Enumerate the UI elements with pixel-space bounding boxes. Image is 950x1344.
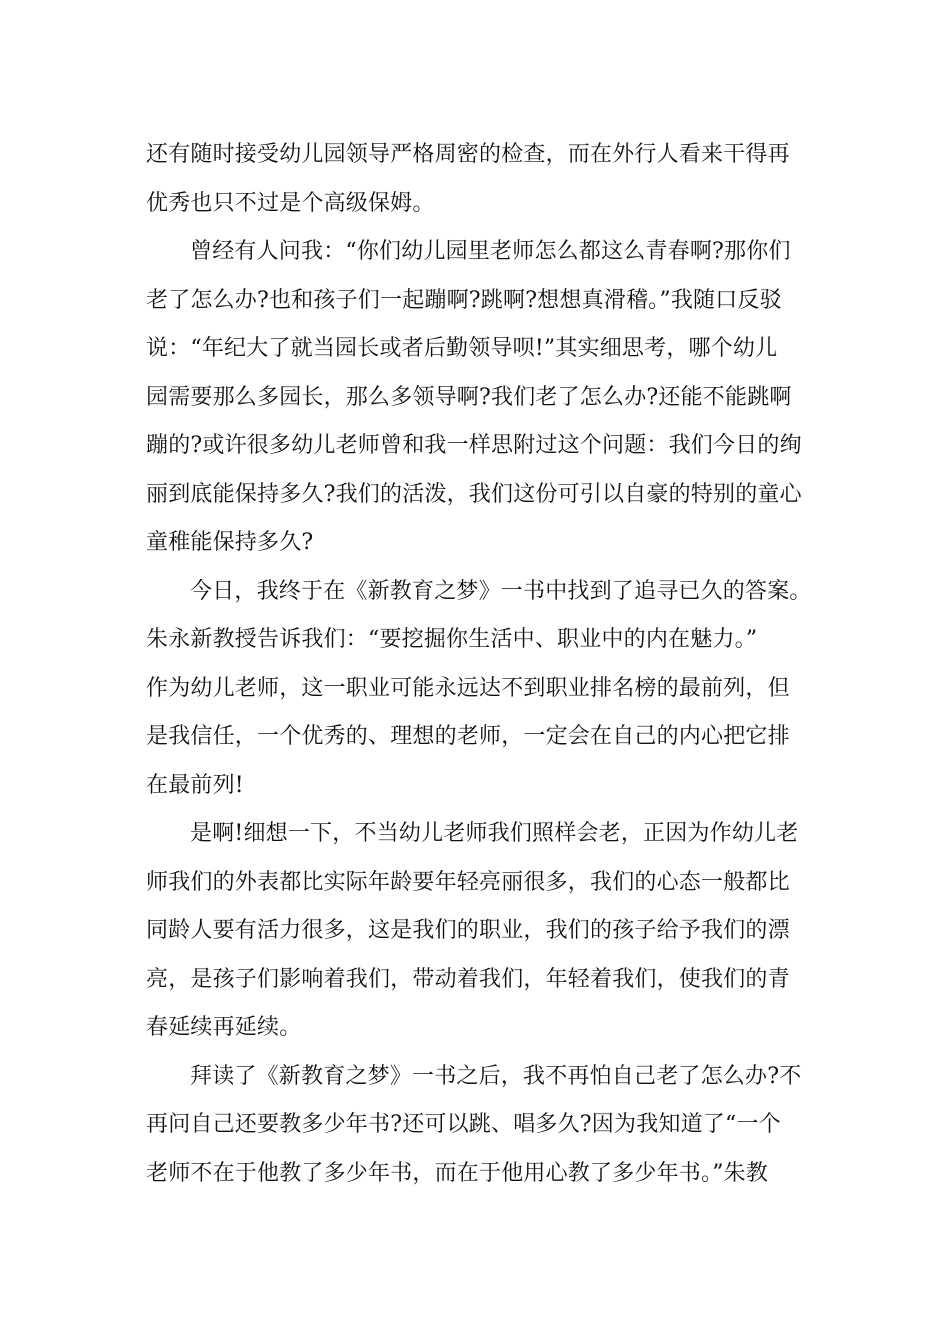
text-line: 在最前列! bbox=[146, 773, 244, 798]
paragraph-first-line: 今日，我终于在《新教育之梦》一书中找到了追寻已久的答案。 bbox=[190, 579, 812, 604]
text-line: 老了怎么办?也和孩子们一起蹦啊?跳啊?想想真滑稽。”我随口反驳 bbox=[146, 288, 782, 313]
text-line: 蹦的?或许很多幼儿老师曾和我一样思附过这个问题：我们今日的绚 bbox=[146, 433, 802, 458]
text-line: 亮，是孩子们影响着我们，带动着我们，年轻着我们，使我们的青 bbox=[146, 967, 790, 992]
text-line: 老师不在于他教了多少年书，而在于他用心教了多少年书。”朱教 bbox=[146, 1161, 769, 1186]
text-line: 春延续再延续。 bbox=[146, 1015, 302, 1040]
paragraph-first-line: 拜读了《新教育之梦》一书之后，我不再怕自己老了怎么办?不 bbox=[190, 1064, 802, 1089]
text-line: 园需要那么多园长，那么多领导啊?我们老了怎么办?还能不能跳啊 bbox=[146, 385, 792, 410]
text-line: 同龄人要有活力很多，这是我们的职业，我们的孩子给予我们的漂 bbox=[146, 918, 790, 943]
text-line: 还有随时接受幼儿园领导严格周密的检查，而在外行人看来干得再 bbox=[146, 142, 790, 167]
text-line: 师我们的外表都比实际年龄要年轻亮丽很多，我们的心态一般都比 bbox=[146, 870, 790, 895]
text-line: 丽到底能保持多久?我们的活泼，我们这份可引以自豪的特别的童心 bbox=[146, 482, 802, 507]
paragraph-first-line: 曾经有人问我：“你们幼儿园里老师怎么都这么青春啊?那你们 bbox=[190, 239, 791, 264]
text-line: 优秀也只不过是个高级保姆。 bbox=[146, 191, 435, 216]
text-line: 是我信任，一个优秀的、理想的老师，一定会在自己的内心把它排 bbox=[146, 724, 790, 749]
text-line: 作为幼儿老师，这一职业可能永远达不到职业排名榜的最前列，但 bbox=[146, 676, 790, 701]
text-line: 说：“年纪大了就当园长或者后勤领导呗!”其实细思考，哪个幼儿 bbox=[146, 336, 778, 361]
text-line: 童稚能保持多久? bbox=[146, 530, 314, 555]
text-line: 再问自己还要教多少年书?还可以跳、唱多久?因为我知道了“一个 bbox=[146, 1112, 781, 1137]
text-line: 朱永新教授告诉我们：“要挖掘你生活中、职业中的内在魅力。” bbox=[146, 627, 758, 652]
paragraph-first-line: 是啊!细想一下，不当幼儿老师我们照样会老，正因为作幼儿老 bbox=[190, 821, 799, 846]
